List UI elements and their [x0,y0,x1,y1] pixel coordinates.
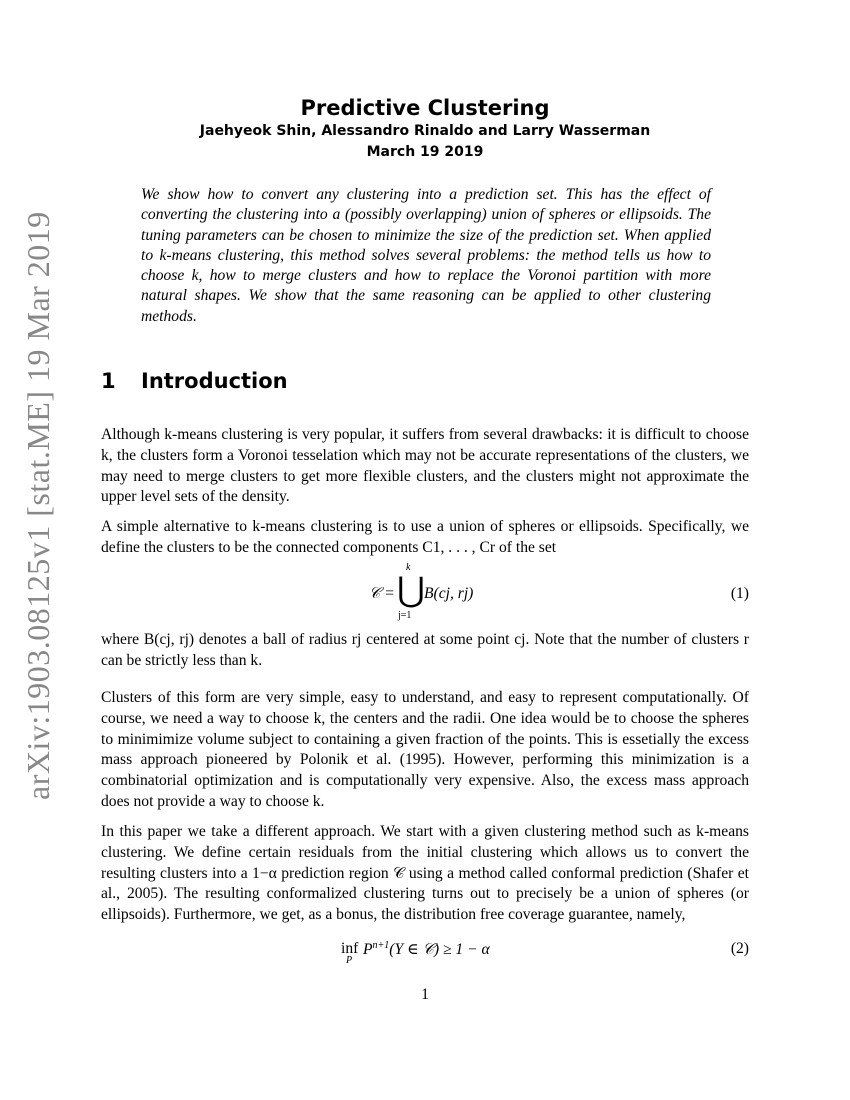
section-title: Introduction [141,369,288,393]
infimum-operator: inf [341,940,359,957]
equation-1 [101,562,749,630]
equation-1-rhs: B(cj, rj) [424,585,474,602]
arxiv-margin-stamp: arXiv:1903.08125v1 [stat.ME] 19 Mar 2019 [20,211,56,800]
infimum-subscript: P [346,955,353,966]
abstract: We show how to convert any clustering into a prediction set. This has the effect of converting the clustering into a (possibly overlapping) union of spheres or ellipsoids. The tuning parameters can be chosen to minimize the size of the prediction set. When applied to k-means clustering, this method solves several problems: the method tells us how to choose k, how to merge clusters and how to replace the Voronoi partition with more natural shapes. We show that the same reasoning can be applied to other clustering methods. [141,186,711,325]
union-lower-limit: j=1 [398,610,412,621]
paper-date: March 19 2019 [366,144,484,160]
probability-superscript: n+1 [372,940,390,951]
equation-1-body [369,562,629,630]
page-number: 1 [421,986,429,1003]
section-heading [101,366,288,396]
section-number: 1 [101,369,116,393]
probability-base: P [363,941,373,959]
paper-authors: Jaehyeok Shin, Alessandro Rinaldo and Larry Wasserman [199,123,651,139]
big-union-symbol: ⋃ [397,572,425,609]
paper-title: Predictive Clustering [300,96,550,120]
equation-1-lhs: 𝒞 = [369,585,395,602]
paragraph-alternative: A simple alternative to k-means clustering is to use a union of spheres or ellipsoids. Specifically, we define the clusters to be the connected components C1, . . . , Cr of the set [101,518,749,556]
paragraph-approach: In this paper we take a different approach. We start with a given clustering method such as k-means clustering. We define certain residuals from the initial clustering which allows us to convert the resulting clusters into a 1−α prediction region 𝒞 using a method called conformal prediction (Shafer et al., 2005). The resulting conformalized clustering turns out to precisely be a union of spheres (or ellipsoids). Furthermore, we get, as a bonus, the distribution free coverage guarantee, namely, [101,823,749,924]
equation-2-rest: (Y ∈ 𝒞) ≥ 1 − α [389,941,490,959]
paragraph-drawbacks: Although k-means clustering is very popular, it suffers from several drawbacks: it is difficult to choose k, the clusters form a Voronoi tesselation which may not be accurate representations of the clusters, we may need to merge clusters to get more flexible clusters, and the clusters might not approximate the upper level sets of the density. [101,426,749,506]
equation-2-number: (2) [730,940,749,957]
equation-2 [101,938,749,970]
equation-2-expression [363,940,490,959]
union-upper-limit: k [406,562,411,573]
paragraph-cluster-form: Clusters of this form are very simple, easy to understand, and easy to represent computationally. Of course, we need a way to choose k, the centers and the radii. One idea would be to choose the spheres to minimimize volume subject to containing a given fraction of the points. This is essetially the excess mass approach pioneered by Polonik et al. (1995). However, performing this minimization is a combinatorial optimization and is computationally very expensive. Also, the excess mass approach does not provide a way to choose k. [101,689,749,810]
equation-1-number: (1) [730,585,749,602]
paragraph-ball-definition: where B(cj, rj) denotes a ball of radius rj centered at some point cj. Note that the number of clusters r can be strictly less than k. [101,631,749,669]
